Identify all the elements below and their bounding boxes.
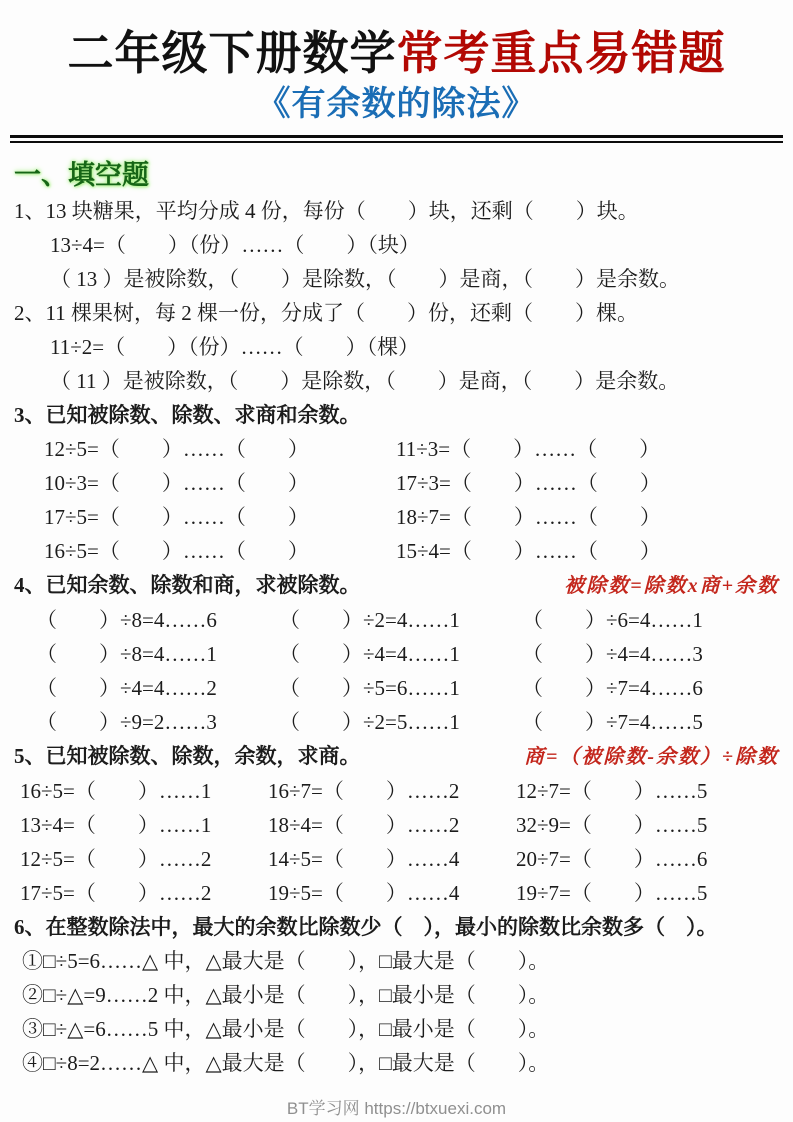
equation: 17÷3=（ ）……（ ） (396, 471, 661, 495)
equation: （ ）÷2=4……1 (279, 608, 460, 632)
equation: （ ）÷5=6……1 (279, 676, 460, 700)
question-2-line-1: 2、11 棵果树，每 2 棵一份，分成了（ ）份，还剩（ ）棵。 (14, 301, 638, 325)
equation-row (0, 671, 793, 705)
question-6-item-2: ②□÷△=9……2 中，△最小是（ ），□最小是（ ）。 (22, 983, 550, 1007)
question-6-heading: 6、在整数除法中，最大的余数比除数少（ ），最小的除数比余数多（ ）。 (14, 915, 718, 939)
question-1-line-3: （ 13 ）是被除数，（ ）是除数，（ ）是商，（ ）是余数。 (50, 267, 680, 291)
equation: （ ）÷9=2……3 (36, 710, 217, 734)
equation: 10÷3=（ ）……（ ） (44, 471, 309, 495)
question-5-formula-note: 商=（被除数-余数）÷除数 (523, 746, 779, 768)
equation-row (0, 842, 793, 876)
question-6 (0, 910, 793, 1080)
section-heading-fill-in-blanks: 一、填空题 (14, 160, 149, 190)
title-black-part: 二年级下册数学 (67, 28, 397, 79)
equation-row (0, 534, 793, 568)
equation-row (0, 774, 793, 808)
equation: （ ）÷4=4……2 (36, 676, 217, 700)
equation: 19÷7=（ ）……5 (516, 881, 708, 905)
equation: 14÷5=（ ）……4 (268, 847, 460, 871)
footer-credit: BT学习网 https://btxuexi.com (286, 1099, 507, 1118)
question-3-heading: 3、已知被除数、除数、求商和余数。 (14, 403, 361, 427)
question-1 (0, 194, 793, 296)
equation-row (0, 500, 793, 534)
equation-row (0, 637, 793, 671)
header-divider (10, 135, 783, 143)
question-6-item-3: ③□÷△=6……5 中，△最小是（ ），□最小是（ ）。 (22, 1017, 550, 1041)
equation: （ ）÷8=4……1 (36, 642, 217, 666)
question-4 (0, 568, 793, 739)
question-6-item-4: ④□÷8=2……△ 中，△最大是（ ），□最大是（ ）。 (22, 1051, 550, 1075)
question-6-item-1: ①□÷5=6……△ 中，△最大是（ ），□最大是（ ）。 (22, 949, 550, 973)
equation: 16÷5=（ ）……1 (20, 779, 212, 803)
equation: 16÷7=（ ）……2 (268, 779, 460, 803)
equation-row (0, 876, 793, 910)
equation: （ ）÷4=4……1 (279, 642, 460, 666)
page-subtitle: 《有余数的除法》 (256, 86, 537, 123)
equation-row (0, 705, 793, 739)
equation: 16÷5=（ ）……（ ） (44, 539, 309, 563)
equation: （ ）÷7=4……5 (522, 710, 703, 734)
question-1-line-1: 1、13 块糖果，平均分成 4 份，每份（ ）块，还剩（ ）块。 (14, 199, 639, 223)
equation-row (0, 808, 793, 842)
equation: 18÷4=（ ）……2 (268, 813, 460, 837)
question-2-equation: 11÷2=（ ）（份）……（ ）（棵） (50, 335, 420, 359)
equation: 15÷4=（ ）……（ ） (396, 539, 661, 563)
equation: 13÷4=（ ）……1 (20, 813, 212, 837)
equation: 11÷3=（ ）……（ ） (396, 437, 661, 461)
question-4-formula-note: 被除数=除数x商+余数 (564, 575, 779, 597)
equation: 17÷5=（ ）……（ ） (44, 505, 309, 529)
equation: 32÷9=（ ）……5 (516, 813, 708, 837)
equation: （ ）÷4=4……3 (522, 642, 703, 666)
question-4-heading: 4、已知余数、除数和商，求被除数。 (14, 573, 361, 597)
equation: 20÷7=（ ）……6 (516, 847, 708, 871)
equation: （ ）÷8=4……6 (36, 608, 217, 632)
question-1-equation: 13÷4=（ ）（份）……（ ）（块） (50, 233, 420, 257)
equation: 12÷7=（ ）……5 (516, 779, 708, 803)
equation: （ ）÷6=4……1 (522, 608, 703, 632)
question-2 (0, 296, 793, 398)
question-3 (0, 398, 793, 568)
equation: 12÷5=（ ）……（ ） (44, 437, 309, 461)
equation: 18÷7=（ ）……（ ） (396, 505, 661, 529)
question-2-line-3: （ 11 ）是被除数，（ ）是除数，（ ）是商，（ ）是余数。 (50, 369, 680, 393)
equation: 12÷5=（ ）……2 (20, 847, 212, 871)
equation: （ ）÷2=5……1 (279, 710, 460, 734)
title-red-part: 常考重点易错题 (396, 28, 726, 79)
question-5-heading: 5、已知被除数、除数，余数，求商。 (14, 744, 361, 768)
equation: 17÷5=（ ）……2 (20, 881, 212, 905)
equation: （ ）÷7=4……6 (522, 676, 703, 700)
equation: 19÷5=（ ）……4 (268, 881, 460, 905)
equation-row (0, 466, 793, 500)
equation-row (0, 432, 793, 466)
question-5 (0, 739, 793, 910)
equation-row (0, 603, 793, 637)
page-title (0, 26, 793, 82)
